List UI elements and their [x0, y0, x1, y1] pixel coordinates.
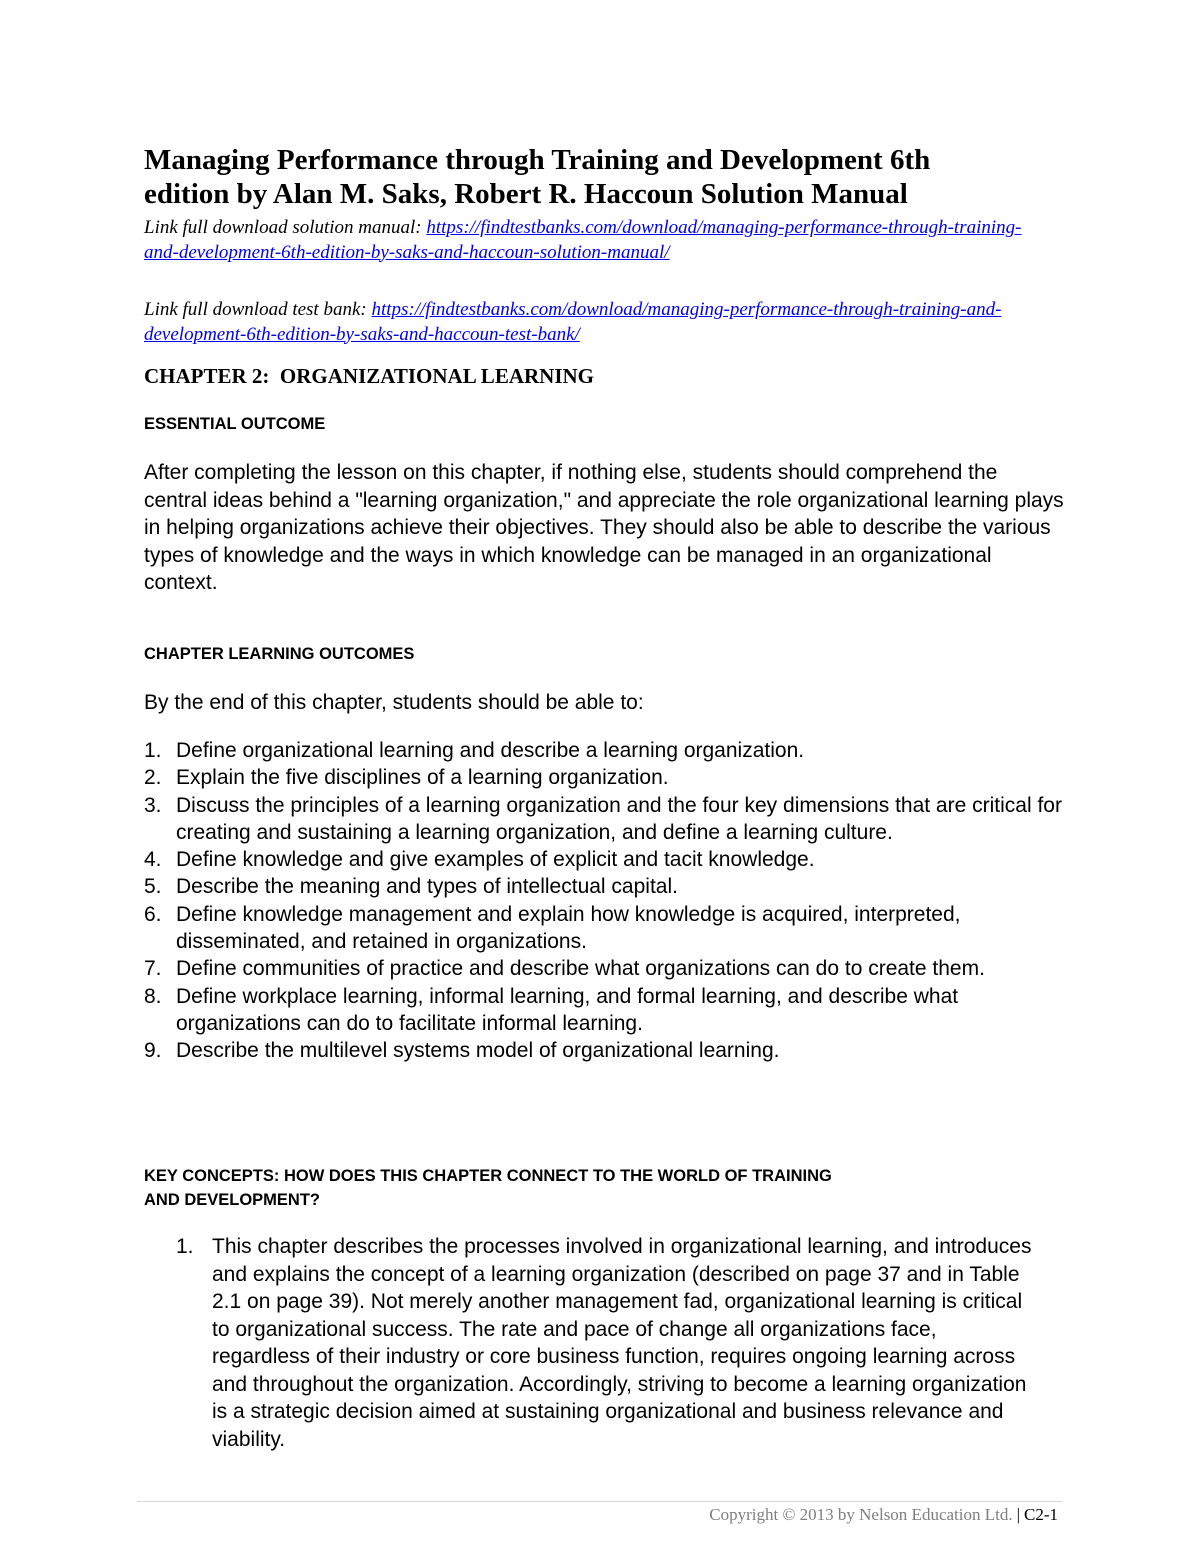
- footer-separator: |: [1016, 1505, 1020, 1524]
- list-item-text: Define knowledge management and explain how knowledge is acquired, interpreted, disseminated, and retained in organizations.: [176, 902, 961, 954]
- list-item: [144, 955, 1064, 982]
- list-item: [144, 873, 1064, 900]
- list-item-text: Describe the multilevel systems model of organizational learning.: [176, 1039, 780, 1063]
- key-concepts-heading-line-1: KEY CONCEPTS: HOW DOES THIS CHAPTER CONNECT TO THE WORLD OF TRAINING: [144, 1167, 832, 1185]
- solution-manual-link-label: Link full download solution manual:: [144, 217, 427, 238]
- learning-outcomes-intro: By the end of this chapter, students should be able to:: [144, 691, 644, 714]
- essential-outcome-text: After completing the lesson on this chapter, if nothing else, students should comprehend the central ideas behind a "learning organization," and appreciate the role organizational learning plays in helping organizations achieve their objectives. They should also be able to describe the various types of knowledge and the ways in which knowledge can be managed in an organizational context.: [144, 461, 1064, 594]
- learning-outcomes-heading: CHAPTER LEARNING OUTCOMES: [144, 645, 415, 663]
- key-concepts-heading: [144, 1164, 1044, 1212]
- list-item-text: Define workplace learning, informal learning, and formal learning, and describe what organizations can do to facilitate informal learning.: [176, 984, 959, 1035]
- list-item: [144, 792, 1064, 847]
- list-item: [144, 737, 1064, 764]
- list-item: [176, 1233, 1036, 1453]
- solution-manual-link[interactable]: https://findtestbanks.com/download/managing-performance-through-training-and-development-6th-edition-by-saks-and-haccoun-solution-manual/: [144, 217, 1022, 263]
- footer-divider: [137, 1501, 1062, 1502]
- list-item-number: 3.: [144, 793, 162, 817]
- list-item: [144, 1037, 1064, 1064]
- list-item-text: Describe the meaning and types of intellectual capital.: [176, 875, 678, 899]
- list-item-number: 8.: [144, 984, 162, 1008]
- learning-outcomes-list: [144, 737, 1064, 1065]
- list-item-text: Discuss the principles of a learning organization and the four key dimensions that are critical for creating and sustaining a learning organization, and define a learning culture.: [176, 793, 1062, 844]
- list-item-number: 2.: [144, 766, 162, 790]
- list-item: [144, 983, 1064, 1038]
- list-item: [144, 846, 1064, 873]
- page-footer: [709, 1505, 1058, 1525]
- key-concepts-heading-line-2: AND DEVELOPMENT?: [144, 1191, 321, 1209]
- list-item: [144, 901, 1064, 956]
- list-item-number: 4.: [144, 848, 162, 872]
- key-concepts-list: [176, 1233, 1036, 1453]
- chapter-heading: CHAPTER 2: ORGANIZATIONAL LEARNING: [144, 364, 594, 388]
- list-item-number: 9.: [144, 1039, 162, 1063]
- page-number: C2-1: [1024, 1505, 1058, 1524]
- list-item: [144, 764, 1064, 791]
- document-title: [144, 143, 1044, 211]
- test-bank-link-block: [144, 298, 1044, 347]
- footer-copyright: Copyright © 2013 by Nelson Education Ltd.: [709, 1505, 1013, 1524]
- list-item-text: Explain the five disciplines of a learning organization.: [176, 766, 669, 790]
- essential-outcome-heading: ESSENTIAL OUTCOME: [144, 415, 326, 433]
- list-item-number: 1.: [144, 739, 162, 762]
- list-item-number: 5.: [144, 875, 162, 899]
- list-item-number: 1.: [176, 1235, 194, 1258]
- solution-manual-link-block: [144, 216, 1044, 265]
- list-item-text: Define organizational learning and describe a learning organization.: [176, 739, 805, 762]
- list-item-text: Define communities of practice and describe what organizations can do to create them.: [176, 957, 985, 981]
- list-item-text: This chapter describes the processes involved in organizational learning, and introduces and explains the concept of a learning organization (described on page 37 and in Table 2.1 on page 39). Not merely another management fad, organizational learning is critical to organizational success. The rate and pace of change all organizations face, regardless of their industry or core business function, requires ongoing learning across and throughout the organization. Accordingly, striving to become a learning organization is a strategic decision aimed at sustaining organizational and business relevance and viability.: [212, 1235, 1032, 1451]
- test-bank-link[interactable]: https://findtestbanks.com/download/managing-performance-through-training-and-development-6th-edition-by-saks-and-haccoun-test-bank/: [144, 299, 1002, 345]
- list-item-text: Define knowledge and give examples of explicit and tacit knowledge.: [176, 848, 815, 872]
- list-item-number: 6.: [144, 902, 162, 926]
- test-bank-link-label: Link full download test bank:: [144, 299, 372, 320]
- title-line-1: Managing Performance through Training and Development 6th: [144, 144, 931, 176]
- list-item-number: 7.: [144, 957, 162, 981]
- title-line-2: edition by Alan M. Saks, Robert R. Haccoun Solution Manual: [144, 178, 908, 210]
